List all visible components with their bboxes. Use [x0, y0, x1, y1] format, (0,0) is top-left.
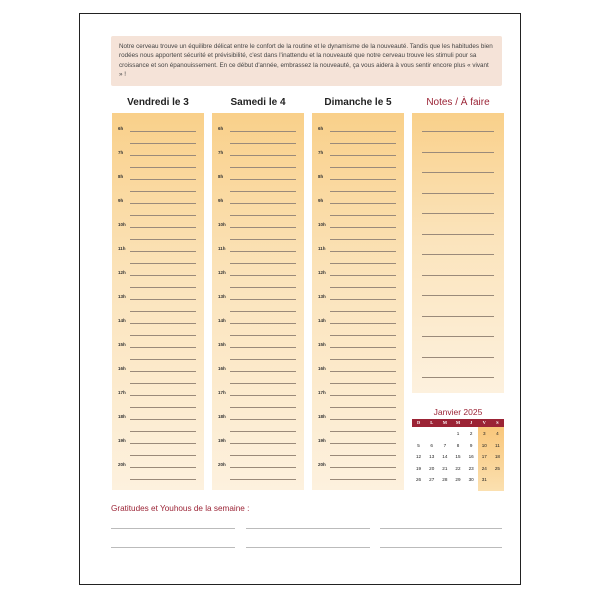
hour-writing-line[interactable] — [130, 395, 196, 396]
notes-writing-line[interactable] — [422, 377, 494, 378]
notes-column — [412, 113, 504, 393]
half-hour-writing-line[interactable] — [230, 263, 296, 264]
hour-label: 18h — [218, 414, 226, 419]
half-hour-writing-line[interactable] — [330, 311, 396, 312]
notes-writing-line[interactable] — [422, 316, 494, 317]
half-hour-writing-line[interactable] — [230, 167, 296, 168]
hour-label: 9h — [218, 198, 224, 203]
calendar-day: 9 — [469, 442, 473, 448]
half-hour-writing-line[interactable] — [130, 143, 196, 144]
hour-writing-line[interactable] — [330, 203, 396, 204]
day-title-saturday: Samedi le 4 — [230, 97, 286, 108]
hour-label: 19h — [118, 438, 126, 443]
hour-writing-line[interactable] — [330, 323, 396, 324]
hour-label: 20h — [118, 462, 126, 467]
half-hour-writing-line[interactable] — [130, 287, 196, 288]
gratitudes-title: Gratitudes et Youhous de la semaine : — [111, 504, 250, 513]
half-hour-writing-line[interactable] — [230, 407, 296, 408]
half-hour-writing-line[interactable] — [330, 359, 396, 360]
calendar-day: 23 — [468, 465, 474, 471]
notes-writing-line[interactable] — [422, 336, 494, 337]
notes-writing-line[interactable] — [422, 172, 494, 173]
hour-label: 6h — [118, 126, 124, 131]
hour-label: 18h — [318, 414, 326, 419]
half-hour-writing-line[interactable] — [330, 431, 396, 432]
hour-label: 14h — [318, 318, 326, 323]
hour-label: 20h — [318, 462, 326, 467]
calendar-day: 30 — [468, 477, 474, 483]
notes-writing-line[interactable] — [422, 234, 494, 235]
half-hour-writing-line[interactable] — [330, 479, 396, 480]
notes-writing-line[interactable] — [422, 254, 494, 255]
hour-label: 16h — [318, 366, 326, 371]
hour-label: 19h — [218, 438, 226, 443]
hour-writing-line[interactable] — [230, 467, 296, 468]
notes-writing-line[interactable] — [422, 357, 494, 358]
half-hour-writing-line[interactable] — [230, 335, 296, 336]
hour-label: 8h — [218, 174, 224, 179]
hour-writing-line[interactable] — [230, 251, 296, 252]
hour-label: 7h — [218, 150, 224, 155]
hour-writing-line[interactable] — [130, 419, 196, 420]
hour-writing-line[interactable] — [230, 275, 296, 276]
mini-calendar — [412, 419, 504, 491]
hour-label: 8h — [118, 174, 124, 179]
notes-writing-line[interactable] — [422, 193, 494, 194]
half-hour-writing-line[interactable] — [330, 191, 396, 192]
calendar-day: 11 — [495, 442, 500, 448]
hour-writing-line[interactable] — [130, 371, 196, 372]
calendar-weekday-header: M — [438, 419, 451, 427]
hour-writing-line[interactable] — [330, 179, 396, 180]
hour-label: 19h — [318, 438, 326, 443]
hour-writing-line[interactable] — [330, 371, 396, 372]
hour-writing-line[interactable] — [230, 131, 296, 132]
calendar-day: 21 — [442, 465, 448, 471]
hour-writing-line[interactable] — [330, 347, 396, 348]
gratitude-line[interactable] — [380, 547, 502, 548]
hour-writing-line[interactable] — [230, 179, 296, 180]
hour-label: 8h — [318, 174, 324, 179]
calendar-weekday-header: J — [465, 419, 478, 427]
half-hour-writing-line[interactable] — [130, 359, 196, 360]
hour-label: 11h — [318, 246, 326, 251]
calendar-day: 19 — [416, 465, 422, 471]
calendar-day: 24 — [481, 465, 487, 471]
half-hour-writing-line[interactable] — [130, 479, 196, 480]
hour-writing-line[interactable] — [230, 323, 296, 324]
calendar-day: 12 — [416, 454, 422, 460]
half-hour-writing-line[interactable] — [330, 263, 396, 264]
hour-label: 12h — [318, 270, 326, 275]
calendar-day: 6 — [430, 442, 433, 448]
hour-label: 16h — [118, 366, 126, 371]
day-column-friday — [112, 113, 204, 490]
hour-writing-line[interactable] — [230, 395, 296, 396]
half-hour-writing-line[interactable] — [330, 239, 396, 240]
hour-label: 16h — [218, 366, 226, 371]
notes-writing-line[interactable] — [422, 213, 494, 214]
half-hour-writing-line[interactable] — [330, 143, 396, 144]
hour-label: 11h — [118, 246, 126, 251]
half-hour-writing-line[interactable] — [130, 167, 196, 168]
hour-writing-line[interactable] — [330, 251, 396, 252]
hour-label: 11h — [218, 246, 226, 251]
half-hour-writing-line[interactable] — [130, 383, 196, 384]
hour-writing-line[interactable] — [130, 227, 196, 228]
half-hour-writing-line[interactable] — [230, 191, 296, 192]
hour-writing-line[interactable] — [130, 251, 196, 252]
calendar-day: 5 — [417, 442, 420, 448]
hour-label: 14h — [118, 318, 126, 323]
hour-writing-line[interactable] — [230, 227, 296, 228]
hour-label: 18h — [118, 414, 126, 419]
hour-writing-line[interactable] — [130, 443, 196, 444]
calendar-title: Janvier 2025 — [433, 407, 483, 417]
day-column-sunday — [312, 113, 404, 490]
half-hour-writing-line[interactable] — [330, 407, 396, 408]
half-hour-writing-line[interactable] — [330, 335, 396, 336]
hour-label: 6h — [218, 126, 224, 131]
half-hour-writing-line[interactable] — [130, 335, 196, 336]
notes-writing-line[interactable] — [422, 295, 494, 296]
half-hour-writing-line[interactable] — [330, 455, 396, 456]
calendar-day: 20 — [429, 465, 435, 471]
half-hour-writing-line[interactable] — [230, 239, 296, 240]
hour-writing-line[interactable] — [130, 131, 196, 132]
hour-label: 12h — [118, 270, 126, 275]
half-hour-writing-line[interactable] — [230, 431, 296, 432]
calendar-weekday-header: S — [491, 419, 504, 427]
day-title-friday: Vendredi le 3 — [127, 97, 189, 108]
hour-writing-line[interactable] — [130, 323, 196, 324]
gratitude-line[interactable] — [246, 547, 370, 548]
calendar-day: 8 — [456, 442, 460, 448]
hour-writing-line[interactable] — [330, 419, 396, 420]
half-hour-writing-line[interactable] — [330, 287, 396, 288]
day-title-sunday: Dimanche le 5 — [324, 97, 392, 108]
calendar-day: 2 — [469, 431, 473, 436]
notes-writing-line[interactable] — [422, 275, 494, 276]
calendar-weekday-header: L — [425, 419, 438, 427]
half-hour-writing-line[interactable] — [130, 407, 196, 408]
half-hour-writing-line[interactable] — [130, 263, 196, 264]
calendar-day: 1 — [456, 431, 460, 436]
hour-label: 20h — [218, 462, 226, 467]
hour-label: 17h — [218, 390, 226, 395]
half-hour-writing-line[interactable] — [130, 311, 196, 312]
hour-writing-line[interactable] — [230, 443, 296, 444]
hour-label: 13h — [118, 294, 126, 299]
calendar-day: 13 — [429, 454, 435, 460]
hour-writing-line[interactable] — [230, 203, 296, 204]
calendar-day: 17 — [481, 454, 487, 460]
hour-label: 7h — [318, 150, 324, 155]
calendar-day: 28 — [442, 477, 448, 483]
hour-label: 13h — [218, 294, 226, 299]
hour-label: 15h — [318, 342, 326, 347]
calendar-day: 18 — [494, 454, 500, 460]
hour-writing-line[interactable] — [230, 419, 296, 420]
hour-writing-line[interactable] — [130, 155, 196, 156]
planner-page — [79, 13, 521, 585]
hour-writing-line[interactable] — [230, 155, 296, 156]
hour-label: 12h — [218, 270, 226, 275]
half-hour-writing-line[interactable] — [130, 455, 196, 456]
hour-writing-line[interactable] — [130, 299, 196, 300]
hour-writing-line[interactable] — [330, 467, 396, 468]
hour-label: 17h — [318, 390, 326, 395]
half-hour-writing-line[interactable] — [130, 431, 196, 432]
hour-label: 17h — [118, 390, 126, 395]
hour-writing-line[interactable] — [330, 299, 396, 300]
hour-writing-line[interactable] — [330, 131, 396, 132]
gratitude-line[interactable] — [246, 528, 370, 529]
calendar-day: 14 — [442, 454, 448, 460]
hour-label: 9h — [118, 198, 124, 203]
half-hour-writing-line[interactable] — [230, 383, 296, 384]
half-hour-writing-line[interactable] — [230, 455, 296, 456]
gratitude-line[interactable] — [111, 547, 235, 548]
half-hour-writing-line[interactable] — [230, 311, 296, 312]
calendar-weekday-header: D — [412, 419, 425, 427]
hour-writing-line[interactable] — [330, 155, 396, 156]
half-hour-writing-line[interactable] — [230, 479, 296, 480]
hour-writing-line[interactable] — [130, 275, 196, 276]
half-hour-writing-line[interactable] — [230, 287, 296, 288]
hour-label: 10h — [318, 222, 326, 227]
calendar-day: 31 — [481, 477, 487, 483]
intro-text: Notre cerveau trouve un équilibre délicat entre le confort de la routine et le dynamisme de la nouveauté. Tandis que les habitudes bien rodées nous apportent sécurité et prévisibilité, c'est dans l'inattendu et la nouveauté que notre cerveau trouve les stimuli pour sa croissance et son épanouissement. En ce début d'année, embrassez la nouveauté, ça vous aidera à vous sentir encore plus « vivant » ! — [111, 36, 502, 86]
hour-label: 14h — [218, 318, 226, 323]
hour-writing-line[interactable] — [330, 395, 396, 396]
calendar-day: 16 — [468, 454, 474, 460]
gratitude-line[interactable] — [111, 528, 235, 529]
hour-writing-line[interactable] — [230, 371, 296, 372]
half-hour-writing-line[interactable] — [230, 143, 296, 144]
calendar-day: 15 — [455, 454, 461, 460]
calendar-day: 10 — [481, 442, 487, 448]
calendar-day: 3 — [482, 431, 486, 436]
half-hour-writing-line[interactable] — [330, 215, 396, 216]
calendar-day: 27 — [429, 477, 435, 483]
calendar-day: 25 — [494, 465, 500, 471]
calendar-weekday-header: V — [478, 419, 491, 427]
hour-writing-line[interactable] — [130, 203, 196, 204]
hour-writing-line[interactable] — [330, 275, 396, 276]
calendar-day: 29 — [455, 477, 461, 483]
hour-label: 10h — [218, 222, 226, 227]
hour-label: 10h — [118, 222, 126, 227]
hour-label: 7h — [118, 150, 124, 155]
half-hour-writing-line[interactable] — [330, 167, 396, 168]
hour-writing-line[interactable] — [130, 467, 196, 468]
half-hour-writing-line[interactable] — [130, 191, 196, 192]
hour-label: 15h — [218, 342, 226, 347]
notes-writing-line[interactable] — [422, 152, 494, 153]
hour-writing-line[interactable] — [330, 443, 396, 444]
hour-label: 13h — [318, 294, 326, 299]
calendar-day: 26 — [416, 477, 422, 483]
calendar-day: 22 — [455, 465, 461, 471]
day-column-saturday — [212, 113, 304, 490]
hour-label: 6h — [318, 126, 324, 131]
hour-label: 15h — [118, 342, 126, 347]
half-hour-writing-line[interactable] — [130, 215, 196, 216]
half-hour-writing-line[interactable] — [230, 359, 296, 360]
half-hour-writing-line[interactable] — [130, 239, 196, 240]
notes-title: Notes / À faire — [426, 97, 490, 108]
notes-writing-line[interactable] — [422, 131, 494, 132]
hour-writing-line[interactable] — [330, 227, 396, 228]
hour-label: 9h — [318, 198, 324, 203]
gratitude-line[interactable] — [380, 528, 502, 529]
hour-writing-line[interactable] — [230, 299, 296, 300]
half-hour-writing-line[interactable] — [330, 383, 396, 384]
calendar-weekday-header: M — [451, 419, 464, 427]
half-hour-writing-line[interactable] — [230, 215, 296, 216]
hour-writing-line[interactable] — [230, 347, 296, 348]
hour-writing-line[interactable] — [130, 179, 196, 180]
hour-writing-line[interactable] — [130, 347, 196, 348]
calendar-day: 4 — [496, 431, 499, 436]
calendar-day: 7 — [443, 442, 447, 448]
